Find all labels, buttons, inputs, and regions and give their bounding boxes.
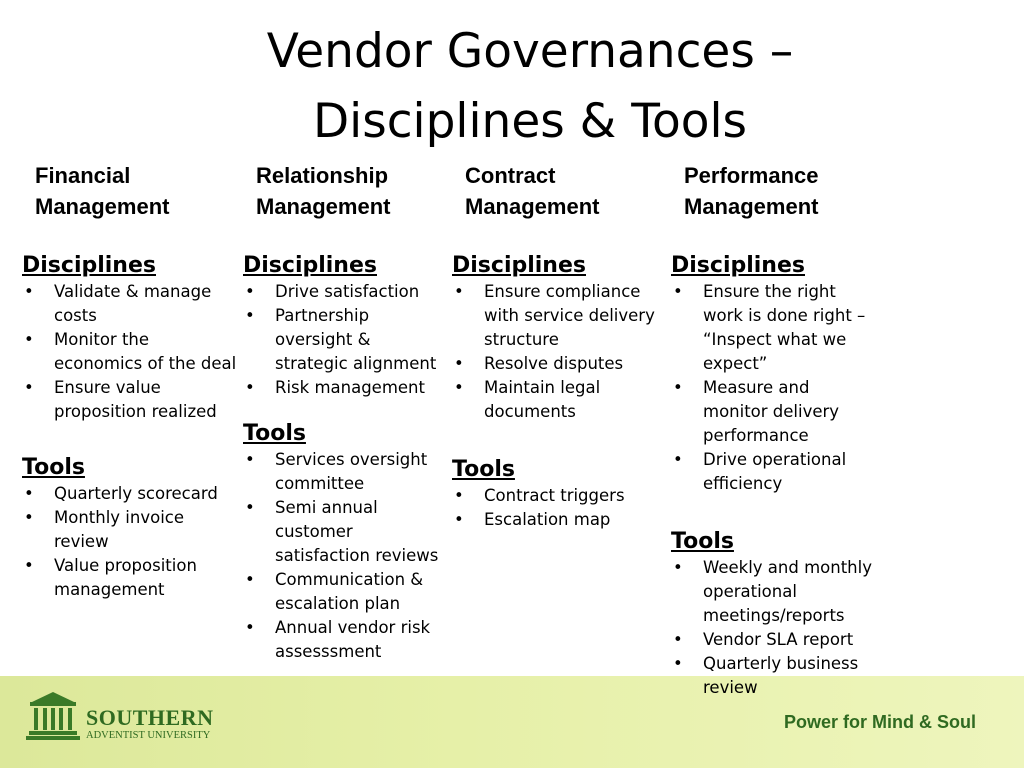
list-item: • Semi annual customer satisfaction reviews xyxy=(243,496,448,568)
list-item: • Quarterly scorecard xyxy=(22,482,237,506)
slide-title-line-2: Disciplines & Tools xyxy=(312,94,748,149)
disciplines-list xyxy=(452,280,657,424)
disciplines-list xyxy=(671,280,876,496)
list-item: • Resolve disputes xyxy=(452,352,657,376)
tools-list xyxy=(243,448,448,664)
logo-name: SOUTHERN xyxy=(86,705,214,730)
list-item: • Measure and monitor delivery performance xyxy=(671,376,876,448)
list-item: • Escalation map xyxy=(452,508,657,532)
disciplines-heading: Disciplines xyxy=(671,253,805,278)
disciplines-heading: Disciplines xyxy=(243,253,377,278)
university-logo xyxy=(26,690,246,746)
column-performance xyxy=(671,252,876,700)
disciplines-list xyxy=(243,280,448,400)
list-item: • Drive operational efficiency xyxy=(671,448,876,496)
disciplines-heading: Disciplines xyxy=(452,253,586,278)
tagline: Power for Mind & Soul xyxy=(784,712,976,732)
list-item: • Monitor the economics of the deal xyxy=(22,328,237,376)
column-financial xyxy=(22,252,237,602)
tools-list xyxy=(671,556,876,700)
logo-subtitle: ADVENTIST UNIVERSITY xyxy=(86,730,211,741)
list-item: • Ensure compliance with service delivery structure xyxy=(452,280,657,352)
list-item: • Maintain legal documents xyxy=(452,376,657,424)
column-heading-performance: Performance Management xyxy=(684,163,819,219)
column-contract xyxy=(452,252,657,532)
columns-building-icon xyxy=(26,690,80,742)
list-item: • Value proposition management xyxy=(22,554,237,602)
list-item: • Contract triggers xyxy=(452,484,657,508)
list-item: • Drive satisfaction xyxy=(243,280,448,304)
tools-heading: Tools xyxy=(243,421,306,446)
disciplines-heading: Disciplines xyxy=(22,253,156,278)
tools-heading: Tools xyxy=(671,529,734,554)
list-item: • Vendor SLA report xyxy=(671,628,876,652)
list-item: • Risk management xyxy=(243,376,448,400)
list-item: • Monthly invoice review xyxy=(22,506,237,554)
list-item: • Ensure the right work is done right – “Inspect what we expect” xyxy=(671,280,876,376)
list-item: • Services oversight committee xyxy=(243,448,448,496)
tools-list xyxy=(22,482,237,602)
list-item: • Validate & manage costs xyxy=(22,280,237,328)
column-heading-contract: Contract Management xyxy=(465,163,600,219)
tools-heading: Tools xyxy=(22,455,85,480)
slide-title-line-1: Vendor Governances – xyxy=(266,24,794,79)
list-item: • Weekly and monthly operational meetings/reports xyxy=(671,556,876,628)
tools-list xyxy=(452,484,657,532)
disciplines-list xyxy=(22,280,237,424)
list-item: • Quarterly business review xyxy=(671,652,876,700)
list-item: • Partnership oversight & strategic alignment xyxy=(243,304,448,376)
list-item: • Ensure value proposition realized xyxy=(22,376,237,424)
column-relationship xyxy=(243,252,448,664)
list-item: • Communication & escalation plan xyxy=(243,568,448,616)
tools-heading: Tools xyxy=(452,457,515,482)
column-heading-relationship: Relationship Management xyxy=(256,163,391,219)
column-heading-financial: Financial Management xyxy=(35,163,170,219)
list-item: • Annual vendor risk assesssment xyxy=(243,616,448,664)
